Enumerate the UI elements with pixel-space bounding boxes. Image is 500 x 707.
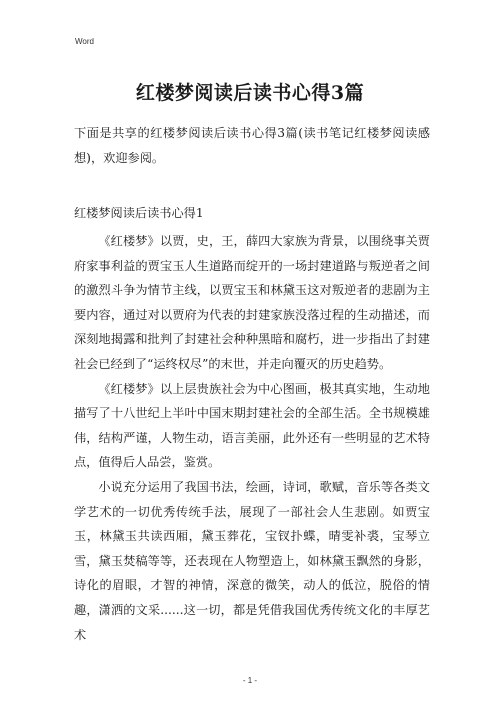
document-title: 红楼梦阅读后读书心得3篇: [135, 82, 365, 104]
body-paragraph: 小说充分运用了我国书法，绘画，诗词，歌赋，音乐等各类文学艺术的一切优秀传统手法，展现了一部社会人生悲剧。如贾宝玉，林黛玉共读西厢，黛玉葬花，宝钗扑蝶，晴雯补裘，宝琴立雪，黛玉焚稿等等，还表现在人物塑造上，如林黛玉飘然的身影，诗化的眉眼，才智的神情，深意的微笑，动人的低泣，脱俗的情趣，潇洒的文采......这一切，都是凭借我国优秀传统文化的丰厚艺术: [74, 479, 430, 642]
body-paragraph: 《红楼梦》以贾，史，王，薛四大家族为背景，以围绕事关贾府家事利益的贾宝玉人生道路而绽开的一场封建道路与叛逆者之间的激烈斗争为情节主线，以贾宝玉和林黛玉这对叛逆者的悲剧为主要内容，通过对以贾府为代表的封建家族没落过程的生动描述，而深刻地揭露和批判了封建社会种种黑暗和腐朽，进一步指出了封建社会已经到了“运终权尽”的末世，并走向覆灭的历史趋势。: [74, 234, 430, 371]
document-body: [74, 229, 430, 647]
page-number: - 1 -: [242, 676, 258, 685]
body-paragraph: 《红楼梦》以上层贵族社会为中心图画，极其真实地，生动地描写了十八世纪上半叶中国末期封建社会的全部生活。全书规模雄伟，结构严谨，人物生动，语言美丽，此外还有一些明显的艺术特点，值得后人品尝，鉴赏。: [74, 381, 430, 470]
section-heading: 红楼梦阅读后读书心得1: [74, 206, 204, 220]
document-source-label: Word: [75, 37, 94, 46]
intro-paragraph: 下面是共享的红楼梦阅读后读书心得3篇(读书笔记红楼梦阅读感想)，欢迎参阅。: [74, 126, 430, 165]
